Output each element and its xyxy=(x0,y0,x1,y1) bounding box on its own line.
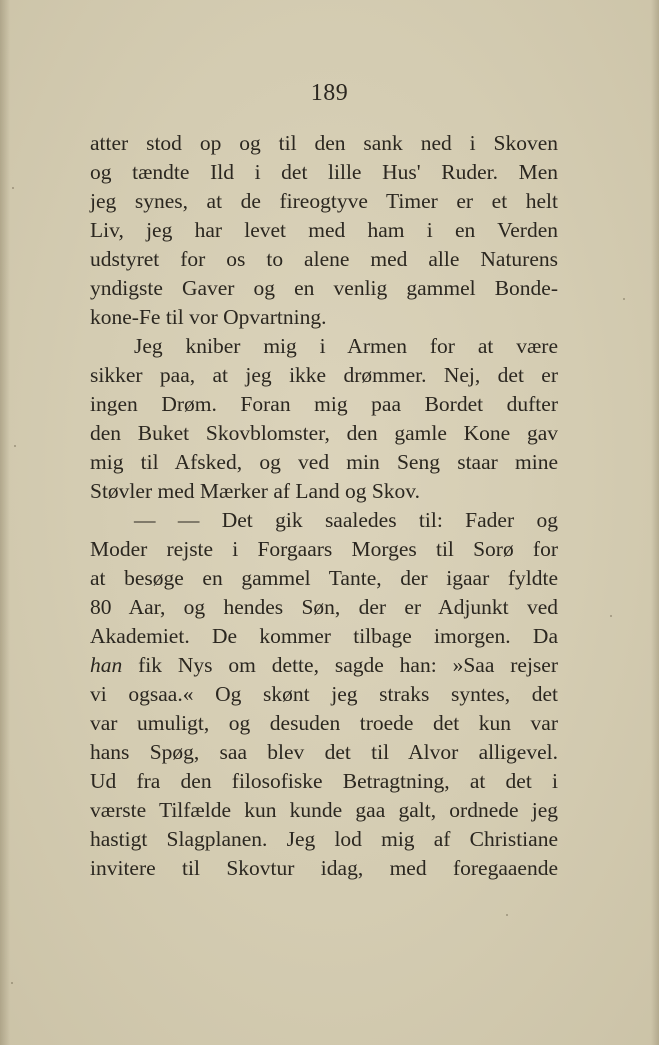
text-line: værste Tilfælde kun kunde gaa galt, ordnede jeg xyxy=(90,798,558,822)
paper-speck xyxy=(610,615,612,617)
text-line: yndigste Gaver og en venlig gammel Bonde- xyxy=(90,276,558,300)
text-line: kone-Fe til vor Opvartning. xyxy=(90,305,327,329)
body-text xyxy=(90,129,558,883)
text-line: hastigt Slagplanen. Jeg lod mig af Christiane xyxy=(90,827,558,851)
text-line: udstyret for os to alene med alle Naturens xyxy=(90,247,558,271)
text-line: — — Det gik saaledes til: Fader og xyxy=(134,508,558,532)
paper-speck xyxy=(14,445,16,447)
text-line: mig til Afsked, og ved min Seng staar mine xyxy=(90,450,558,474)
text-line xyxy=(90,651,558,680)
text-line: Akademiet. De kommer tilbage imorgen. Da xyxy=(90,624,558,648)
paper-speck xyxy=(623,298,625,300)
text-line: invitere til Skovtur idag, med foregaaende xyxy=(90,856,558,880)
text-line: at besøge en gammel Tante, der igaar fyldte xyxy=(90,566,558,590)
paper-speck xyxy=(506,914,508,916)
paper-speck xyxy=(11,982,13,984)
text-line: Jeg kniber mig i Armen for at være xyxy=(134,334,558,358)
text-line: hans Spøg, saa blev det til Alvor alligevel. xyxy=(90,740,558,764)
text-line: Støvler med Mærker af Land og Skov. xyxy=(90,479,421,503)
paper-speck xyxy=(12,187,14,189)
text-line: 80 Aar, og hendes Søn, der er Adjunkt ved xyxy=(90,595,558,619)
text-line: var umuligt, og desuden troede det kun var xyxy=(90,711,558,735)
italic-word: han xyxy=(90,653,123,677)
text-line: Ud fra den filosofiske Betragtning, at det i xyxy=(90,769,558,793)
text-line: Moder rejste i Forgaars Morges til Sorø for xyxy=(90,537,558,561)
text-line: den Buket Skovblomster, den gamle Kone gav xyxy=(90,421,558,445)
text-line: og tændte Ild i det lille Hus' Ruder. Men xyxy=(90,160,558,184)
text-line: atter stod op og til den sank ned i Skoven xyxy=(90,131,558,155)
text-line: jeg synes, at de fireogtyve Timer er et helt xyxy=(90,189,558,213)
text-line: Liv, jeg har levet med ham i en Verden xyxy=(90,218,558,242)
text-line: sikker paa, at jeg ikke drømmer. Nej, det er xyxy=(90,363,558,387)
text-line: ingen Drøm. Foran mig paa Bordet dufter xyxy=(90,392,558,416)
page-number: 189 xyxy=(310,80,349,106)
line-rest: fik Nys om dette, sagde han: »Saa rejser xyxy=(138,653,558,677)
text-line: vi ogsaa.« Og skønt jeg straks syntes, det xyxy=(90,682,558,706)
